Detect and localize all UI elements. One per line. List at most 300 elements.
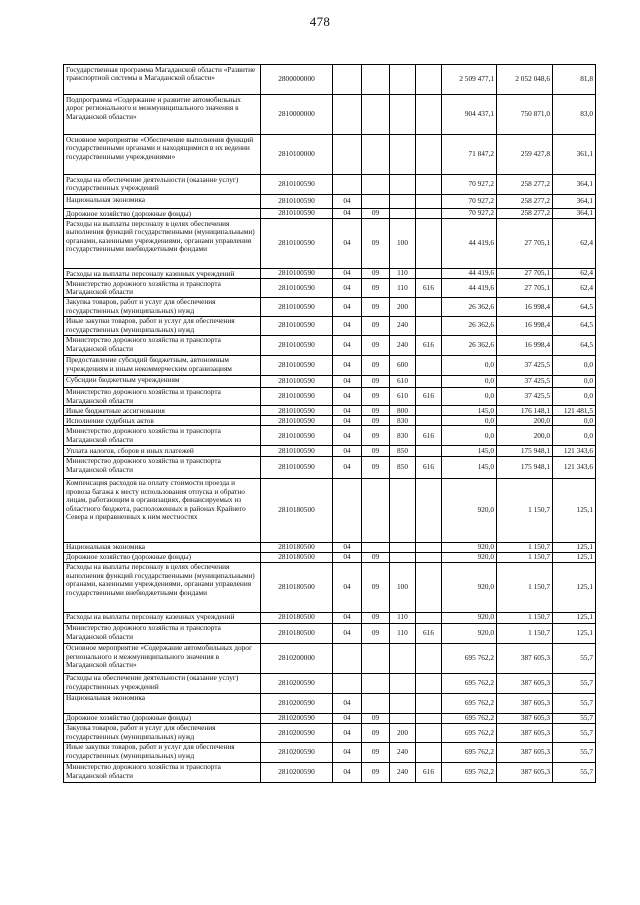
cell-vr bbox=[390, 209, 416, 219]
cell-v1: 145,0 bbox=[442, 446, 497, 456]
cell-v2: 200,0 bbox=[497, 426, 553, 446]
table-row bbox=[64, 713, 596, 723]
cell-csr: 2810100590 bbox=[261, 195, 333, 209]
cell-pr: 09 bbox=[362, 723, 390, 742]
cell-rz bbox=[333, 175, 362, 195]
cell-csr: 2810100590 bbox=[261, 355, 333, 375]
cell-pct: 364,1 bbox=[553, 195, 596, 209]
cell-pr bbox=[362, 175, 390, 195]
cell-gr bbox=[416, 713, 442, 723]
cell-gr bbox=[416, 375, 442, 387]
cell-name: Иные закупки товаров, работ и услуг для обеспечения государственных (муниципальных) нужд bbox=[64, 316, 261, 335]
cell-pr: 09 bbox=[362, 426, 390, 446]
cell-v1: 44 419,6 bbox=[442, 269, 497, 279]
cell-csr: 2810100590 bbox=[261, 297, 333, 316]
cell-v1: 70 927,2 bbox=[442, 175, 497, 195]
cell-csr: 2810100590 bbox=[261, 406, 333, 416]
cell-csr: 2810200590 bbox=[261, 693, 333, 713]
cell-rz bbox=[333, 135, 362, 175]
cell-csr: 2810180500 bbox=[261, 623, 333, 643]
cell-gr bbox=[416, 643, 442, 673]
cell-v2: 16 998,4 bbox=[497, 297, 553, 316]
cell-v2: 1 150,7 bbox=[497, 623, 553, 643]
cell-gr bbox=[416, 542, 442, 552]
cell-csr: 2810100590 bbox=[261, 456, 333, 478]
cell-gr bbox=[416, 612, 442, 623]
cell-pct: 361,1 bbox=[553, 135, 596, 175]
cell-rz: 04 bbox=[333, 316, 362, 335]
cell-gr: 616 bbox=[416, 335, 442, 355]
cell-gr: 616 bbox=[416, 623, 442, 643]
budget-table bbox=[63, 64, 596, 783]
cell-v1: 920,0 bbox=[442, 562, 497, 612]
cell-gr bbox=[416, 446, 442, 456]
cell-vr bbox=[390, 643, 416, 673]
cell-vr bbox=[390, 65, 416, 95]
cell-csr: 2810100590 bbox=[261, 209, 333, 219]
cell-pct: 62,4 bbox=[553, 269, 596, 279]
cell-csr: 2810100590 bbox=[261, 416, 333, 426]
cell-vr bbox=[390, 95, 416, 135]
cell-vr bbox=[390, 195, 416, 209]
cell-pr bbox=[362, 195, 390, 209]
cell-pct: 0,0 bbox=[553, 426, 596, 446]
cell-name: Дорожное хозяйство (дорожные фонды) bbox=[64, 713, 261, 723]
cell-csr: 2810100590 bbox=[261, 219, 333, 269]
cell-v1: 145,0 bbox=[442, 406, 497, 416]
cell-v1: 26 362,6 bbox=[442, 297, 497, 316]
cell-csr: 2810200590 bbox=[261, 713, 333, 723]
cell-v2: 2 052 048,6 bbox=[497, 65, 553, 95]
table-row bbox=[64, 478, 596, 542]
cell-pct: 0,0 bbox=[553, 416, 596, 426]
cell-gr bbox=[416, 406, 442, 416]
cell-pct: 125,1 bbox=[553, 623, 596, 643]
cell-rz bbox=[333, 673, 362, 693]
cell-rz: 04 bbox=[333, 693, 362, 713]
cell-v2: 16 998,4 bbox=[497, 335, 553, 355]
cell-rz: 04 bbox=[333, 355, 362, 375]
cell-vr: 100 bbox=[390, 219, 416, 269]
cell-v2: 387 605,3 bbox=[497, 762, 553, 782]
table-row bbox=[64, 219, 596, 269]
cell-v2: 37 425,5 bbox=[497, 387, 553, 406]
cell-pr bbox=[362, 542, 390, 552]
cell-name: Национальная экономика bbox=[64, 693, 261, 713]
cell-v2: 1 150,7 bbox=[497, 552, 553, 562]
cell-v1: 695 762,2 bbox=[442, 713, 497, 723]
cell-v2: 258 277,2 bbox=[497, 175, 553, 195]
cell-v2: 258 277,2 bbox=[497, 195, 553, 209]
cell-gr bbox=[416, 209, 442, 219]
cell-v1: 695 762,2 bbox=[442, 723, 497, 742]
cell-csr: 2810100000 bbox=[261, 135, 333, 175]
budget-table-body bbox=[64, 65, 596, 783]
cell-gr bbox=[416, 219, 442, 269]
table-row bbox=[64, 65, 596, 95]
cell-csr: 2810180500 bbox=[261, 478, 333, 542]
page-number: 478 bbox=[309, 14, 331, 29]
cell-vr bbox=[390, 552, 416, 562]
cell-v1: 71 847,2 bbox=[442, 135, 497, 175]
cell-pr bbox=[362, 478, 390, 542]
cell-pr: 09 bbox=[362, 375, 390, 387]
cell-v1: 145,0 bbox=[442, 456, 497, 478]
cell-pct: 81,8 bbox=[553, 65, 596, 95]
table-row bbox=[64, 416, 596, 426]
cell-v1: 44 419,6 bbox=[442, 219, 497, 269]
cell-pr: 09 bbox=[362, 406, 390, 416]
cell-gr bbox=[416, 723, 442, 742]
cell-csr: 2810100590 bbox=[261, 426, 333, 446]
cell-csr: 2810180500 bbox=[261, 612, 333, 623]
cell-v1: 904 437,1 bbox=[442, 95, 497, 135]
cell-pr: 09 bbox=[362, 387, 390, 406]
cell-rz bbox=[333, 478, 362, 542]
cell-name: Национальная экономика bbox=[64, 542, 261, 552]
cell-v2: 750 871,0 bbox=[497, 95, 553, 135]
cell-csr: 2810100590 bbox=[261, 387, 333, 406]
cell-rz bbox=[333, 643, 362, 673]
cell-vr: 110 bbox=[390, 269, 416, 279]
table-row bbox=[64, 209, 596, 219]
cell-vr bbox=[390, 135, 416, 175]
cell-vr: 240 bbox=[390, 335, 416, 355]
cell-vr: 600 bbox=[390, 355, 416, 375]
cell-gr: 616 bbox=[416, 279, 442, 298]
cell-name: Закупка товаров, работ и услуг для обеспечения государственных (муниципальных) нужд bbox=[64, 297, 261, 316]
cell-vr bbox=[390, 175, 416, 195]
table-row bbox=[64, 693, 596, 713]
cell-name: Закупка товаров, работ и услуг для обеспечения государственных (муниципальных) нужд bbox=[64, 723, 261, 742]
cell-pct: 125,1 bbox=[553, 478, 596, 542]
cell-name: Расходы на обеспечение деятельности (оказание услуг) государственных учреждений bbox=[64, 673, 261, 693]
cell-csr: 2810180500 bbox=[261, 542, 333, 552]
cell-pct: 55,7 bbox=[553, 643, 596, 673]
table-row bbox=[64, 195, 596, 209]
cell-pr bbox=[362, 135, 390, 175]
cell-vr: 850 bbox=[390, 456, 416, 478]
cell-csr: 2810100590 bbox=[261, 269, 333, 279]
cell-pr: 09 bbox=[362, 316, 390, 335]
cell-gr bbox=[416, 297, 442, 316]
cell-name: Министерство дорожного хозяйства и транспорта Магаданской области bbox=[64, 456, 261, 478]
cell-gr bbox=[416, 673, 442, 693]
cell-name: Иные закупки товаров, работ и услуг для обеспечения государственных (муниципальных) нужд bbox=[64, 742, 261, 762]
cell-v1: 26 362,6 bbox=[442, 335, 497, 355]
cell-name: Исполнение судебных актов bbox=[64, 416, 261, 426]
cell-v2: 387 605,3 bbox=[497, 742, 553, 762]
cell-pct: 64,5 bbox=[553, 335, 596, 355]
cell-name: Министерство дорожного хозяйства и транспорта Магаданской области bbox=[64, 335, 261, 355]
cell-gr bbox=[416, 65, 442, 95]
cell-pct: 125,1 bbox=[553, 552, 596, 562]
cell-vr bbox=[390, 713, 416, 723]
cell-pr: 09 bbox=[362, 269, 390, 279]
cell-vr bbox=[390, 478, 416, 542]
cell-v2: 1 150,7 bbox=[497, 562, 553, 612]
cell-csr: 2810200590 bbox=[261, 762, 333, 782]
table-row bbox=[64, 297, 596, 316]
cell-rz: 04 bbox=[333, 446, 362, 456]
table-row bbox=[64, 673, 596, 693]
cell-rz: 04 bbox=[333, 456, 362, 478]
cell-name: Государственная программа Магаданской области «Развитие транспортной системы в Магаданской области» bbox=[64, 65, 261, 95]
cell-pr: 09 bbox=[362, 355, 390, 375]
cell-rz: 04 bbox=[333, 269, 362, 279]
cell-pr: 09 bbox=[362, 562, 390, 612]
cell-rz: 04 bbox=[333, 209, 362, 219]
cell-csr: 2810200590 bbox=[261, 742, 333, 762]
cell-v1: 70 927,2 bbox=[442, 195, 497, 209]
cell-name: Министерство дорожного хозяйства и транспорта Магаданской области bbox=[64, 762, 261, 782]
cell-name: Предоставление субсидий бюджетным, автономным учреждениям и иным некоммерческим организациям bbox=[64, 355, 261, 375]
cell-pr bbox=[362, 643, 390, 673]
table-row bbox=[64, 175, 596, 195]
cell-rz: 04 bbox=[333, 542, 362, 552]
cell-name: Расходы на обеспечение деятельности (оказание услуг) государственных учреждений bbox=[64, 175, 261, 195]
cell-pr bbox=[362, 65, 390, 95]
cell-csr: 2810100590 bbox=[261, 175, 333, 195]
cell-pct: 0,0 bbox=[553, 375, 596, 387]
cell-vr: 200 bbox=[390, 297, 416, 316]
cell-v1: 0,0 bbox=[442, 416, 497, 426]
cell-pr bbox=[362, 693, 390, 713]
cell-v1: 0,0 bbox=[442, 375, 497, 387]
cell-vr: 610 bbox=[390, 375, 416, 387]
cell-pr: 09 bbox=[362, 416, 390, 426]
cell-name: Подпрограмма «Содержание и развитие автомобильных дорог регионального и межмуниципального значения в Магаданской области» bbox=[64, 95, 261, 135]
cell-rz: 04 bbox=[333, 552, 362, 562]
cell-rz: 04 bbox=[333, 387, 362, 406]
cell-pct: 121 481,5 bbox=[553, 406, 596, 416]
table-row bbox=[64, 723, 596, 742]
cell-v1: 920,0 bbox=[442, 542, 497, 552]
cell-v2: 16 998,4 bbox=[497, 316, 553, 335]
cell-vr: 850 bbox=[390, 446, 416, 456]
cell-pr bbox=[362, 95, 390, 135]
cell-name: Основное мероприятие «Обеспечение выполнения функций государственными органами и находящимися в их ведении государственными учреждениями» bbox=[64, 135, 261, 175]
cell-csr: 2810100590 bbox=[261, 375, 333, 387]
cell-csr: 2810200590 bbox=[261, 673, 333, 693]
cell-vr: 610 bbox=[390, 387, 416, 406]
cell-v2: 258 277,2 bbox=[497, 209, 553, 219]
cell-v2: 175 948,1 bbox=[497, 446, 553, 456]
cell-pct: 55,7 bbox=[553, 762, 596, 782]
cell-gr bbox=[416, 95, 442, 135]
cell-rz: 04 bbox=[333, 762, 362, 782]
cell-vr: 110 bbox=[390, 623, 416, 643]
cell-v1: 44 419,6 bbox=[442, 279, 497, 298]
cell-rz: 04 bbox=[333, 279, 362, 298]
cell-csr: 2810100590 bbox=[261, 335, 333, 355]
cell-name: Дорожное хозяйство (дорожные фонды) bbox=[64, 552, 261, 562]
cell-v2: 200,0 bbox=[497, 416, 553, 426]
cell-vr bbox=[390, 542, 416, 552]
cell-rz: 04 bbox=[333, 406, 362, 416]
cell-gr bbox=[416, 562, 442, 612]
cell-pct: 64,5 bbox=[553, 297, 596, 316]
table-row bbox=[64, 135, 596, 175]
cell-v2: 259 427,8 bbox=[497, 135, 553, 175]
table-row bbox=[64, 456, 596, 478]
cell-vr: 200 bbox=[390, 723, 416, 742]
table-row bbox=[64, 562, 596, 612]
cell-pct: 55,7 bbox=[553, 713, 596, 723]
cell-csr: 2810180500 bbox=[261, 562, 333, 612]
cell-pct: 55,7 bbox=[553, 673, 596, 693]
cell-vr: 110 bbox=[390, 279, 416, 298]
cell-pr: 09 bbox=[362, 446, 390, 456]
cell-pct: 125,1 bbox=[553, 562, 596, 612]
table-row bbox=[64, 406, 596, 416]
cell-v1: 70 927,2 bbox=[442, 209, 497, 219]
cell-v1: 920,0 bbox=[442, 623, 497, 643]
cell-name: Основное мероприятие «Содержание автомобильных дорог регионального и межмуниципального значения в Магаданской области» bbox=[64, 643, 261, 673]
cell-v2: 1 150,7 bbox=[497, 612, 553, 623]
cell-pct: 121 343,6 bbox=[553, 456, 596, 478]
cell-rz: 04 bbox=[333, 742, 362, 762]
cell-pr: 09 bbox=[362, 209, 390, 219]
cell-gr bbox=[416, 693, 442, 713]
cell-rz: 04 bbox=[333, 297, 362, 316]
cell-pr: 09 bbox=[362, 456, 390, 478]
cell-csr: 2810100590 bbox=[261, 316, 333, 335]
table-row bbox=[64, 426, 596, 446]
table-row bbox=[64, 643, 596, 673]
cell-name: Министерство дорожного хозяйства и транспорта Магаданской области bbox=[64, 387, 261, 406]
cell-pct: 121 343,6 bbox=[553, 446, 596, 456]
cell-v2: 387 605,3 bbox=[497, 673, 553, 693]
table-row bbox=[64, 95, 596, 135]
cell-rz: 04 bbox=[333, 375, 362, 387]
cell-vr: 240 bbox=[390, 762, 416, 782]
cell-gr bbox=[416, 135, 442, 175]
table-row bbox=[64, 762, 596, 782]
cell-pct: 64,5 bbox=[553, 316, 596, 335]
cell-name: Уплата налогов, сборов и иных платежей bbox=[64, 446, 261, 456]
cell-gr bbox=[416, 742, 442, 762]
table-row bbox=[64, 375, 596, 387]
cell-gr bbox=[416, 355, 442, 375]
cell-pct: 0,0 bbox=[553, 387, 596, 406]
cell-gr bbox=[416, 195, 442, 209]
cell-pr: 09 bbox=[362, 552, 390, 562]
cell-pr: 09 bbox=[362, 762, 390, 782]
cell-v2: 27 705,1 bbox=[497, 269, 553, 279]
cell-rz: 04 bbox=[333, 623, 362, 643]
table-row bbox=[64, 742, 596, 762]
cell-vr: 240 bbox=[390, 742, 416, 762]
cell-pr bbox=[362, 673, 390, 693]
cell-rz: 04 bbox=[333, 713, 362, 723]
cell-pct: 83,0 bbox=[553, 95, 596, 135]
table-row bbox=[64, 387, 596, 406]
cell-gr: 616 bbox=[416, 762, 442, 782]
cell-pct: 125,1 bbox=[553, 542, 596, 552]
cell-gr bbox=[416, 316, 442, 335]
cell-pr: 09 bbox=[362, 219, 390, 269]
cell-name: Дорожное хозяйство (дорожные фонды) bbox=[64, 209, 261, 219]
cell-rz bbox=[333, 95, 362, 135]
cell-v2: 37 425,5 bbox=[497, 375, 553, 387]
cell-name: Расходы на выплаты персоналу казенных учреждений bbox=[64, 612, 261, 623]
cell-v1: 695 762,2 bbox=[442, 693, 497, 713]
cell-v1: 920,0 bbox=[442, 612, 497, 623]
cell-pr: 09 bbox=[362, 623, 390, 643]
cell-name: Расходы на выплаты персоналу в целях обеспечения выполнения функций государственными (муниципальными) органами, казенными учреждениями, органами управления государственными внебюджетными фондами bbox=[64, 219, 261, 269]
cell-rz: 04 bbox=[333, 723, 362, 742]
cell-gr bbox=[416, 552, 442, 562]
table-row bbox=[64, 612, 596, 623]
cell-name: Национальная экономика bbox=[64, 195, 261, 209]
cell-v1: 0,0 bbox=[442, 355, 497, 375]
cell-rz: 04 bbox=[333, 612, 362, 623]
cell-rz: 04 bbox=[333, 562, 362, 612]
cell-rz bbox=[333, 65, 362, 95]
cell-pr: 09 bbox=[362, 612, 390, 623]
table-row bbox=[64, 542, 596, 552]
cell-v1: 0,0 bbox=[442, 387, 497, 406]
cell-v2: 387 605,3 bbox=[497, 723, 553, 742]
cell-v2: 387 605,3 bbox=[497, 713, 553, 723]
cell-name: Министерство дорожного хозяйства и транспорта Магаданской области bbox=[64, 426, 261, 446]
cell-pct: 364,1 bbox=[553, 209, 596, 219]
cell-v2: 1 150,7 bbox=[497, 478, 553, 542]
table-row bbox=[64, 552, 596, 562]
cell-csr: 2810100590 bbox=[261, 446, 333, 456]
cell-vr: 240 bbox=[390, 316, 416, 335]
cell-rz: 04 bbox=[333, 416, 362, 426]
cell-rz: 04 bbox=[333, 426, 362, 446]
cell-v1: 920,0 bbox=[442, 552, 497, 562]
cell-csr: 2810180500 bbox=[261, 552, 333, 562]
cell-v2: 176 148,1 bbox=[497, 406, 553, 416]
cell-pct: 125,1 bbox=[553, 612, 596, 623]
cell-pct: 55,7 bbox=[553, 742, 596, 762]
cell-vr: 110 bbox=[390, 612, 416, 623]
table-row bbox=[64, 279, 596, 298]
cell-pr: 09 bbox=[362, 335, 390, 355]
cell-vr: 830 bbox=[390, 426, 416, 446]
cell-v1: 695 762,2 bbox=[442, 742, 497, 762]
cell-rz: 04 bbox=[333, 219, 362, 269]
cell-gr bbox=[416, 269, 442, 279]
table-row bbox=[64, 269, 596, 279]
cell-pr: 09 bbox=[362, 279, 390, 298]
cell-rz: 04 bbox=[333, 335, 362, 355]
cell-v2: 27 705,1 bbox=[497, 219, 553, 269]
cell-v2: 1 150,7 bbox=[497, 542, 553, 552]
cell-v1: 920,0 bbox=[442, 478, 497, 542]
cell-name: Компенсация расходов на оплату стоимости проезда и провоза багажа к месту использования отпуска и обратно лицам, работающим в организациях, финансируемых из областного бюджета, расположенных в районах Крайнего Севера и приравненных к ним местностях bbox=[64, 478, 261, 542]
table-row bbox=[64, 446, 596, 456]
cell-name: Министерство дорожного хозяйства и транспорта Магаданской области bbox=[64, 279, 261, 298]
cell-pct: 55,7 bbox=[553, 693, 596, 713]
cell-name: Министерство дорожного хозяйства и транспорта Магаданской области bbox=[64, 623, 261, 643]
cell-v2: 387 605,3 bbox=[497, 643, 553, 673]
cell-vr bbox=[390, 673, 416, 693]
cell-name: Иные бюджетные ассигнования bbox=[64, 406, 261, 416]
cell-csr: 2810200590 bbox=[261, 723, 333, 742]
cell-v2: 27 705,1 bbox=[497, 279, 553, 298]
cell-gr: 616 bbox=[416, 456, 442, 478]
cell-pct: 62,4 bbox=[553, 219, 596, 269]
cell-gr bbox=[416, 175, 442, 195]
cell-v1: 0,0 bbox=[442, 426, 497, 446]
cell-gr: 616 bbox=[416, 387, 442, 406]
cell-v1: 2 509 477,1 bbox=[442, 65, 497, 95]
